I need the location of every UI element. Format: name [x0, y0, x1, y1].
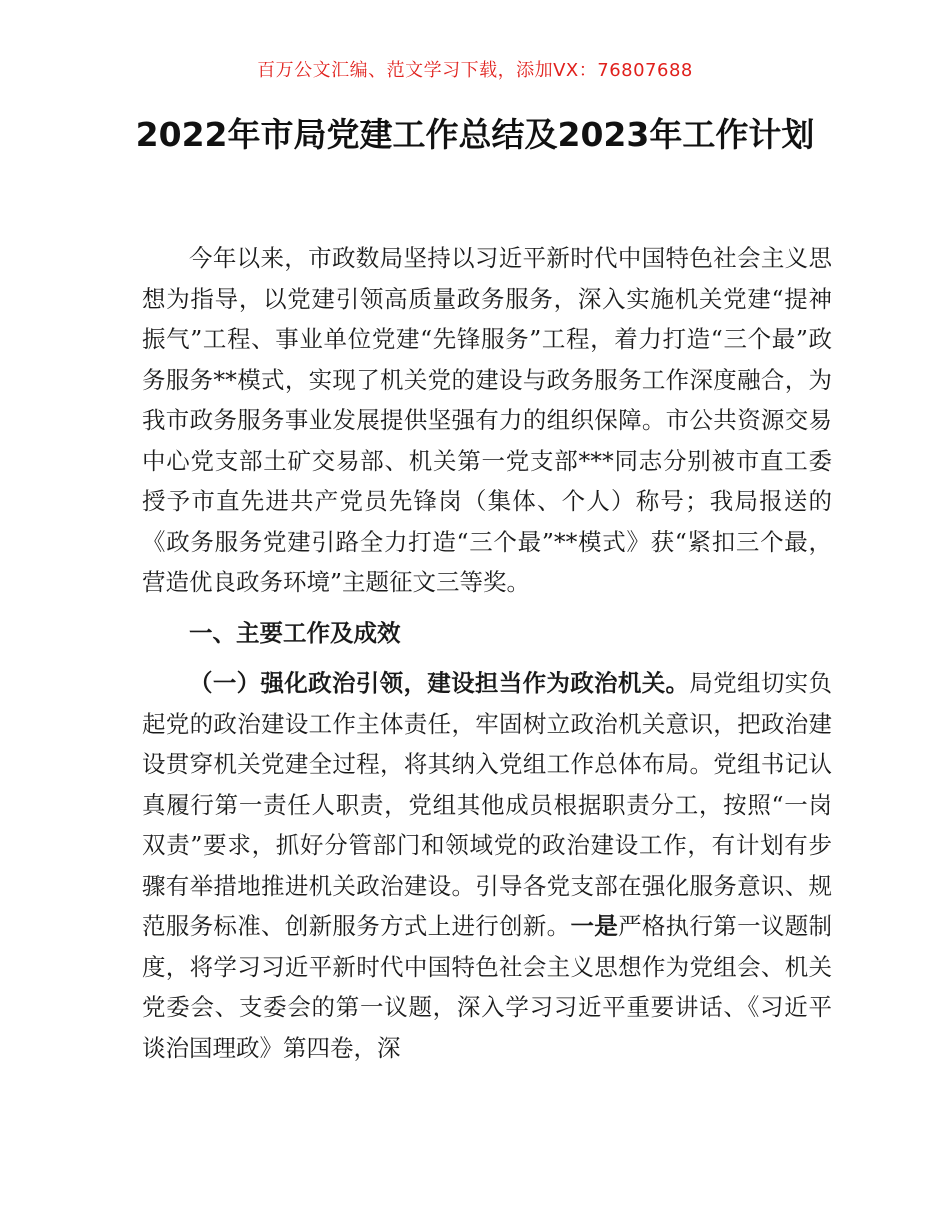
document-title: 2022年市局党建工作总结及2023年工作计划 — [135, 115, 815, 154]
subsection-text: 局党组切实负起党的政治建设工作主体责任，牢固树立政治机关意识，把政治建设贯穿机关党建全过程，将其纳入党组工作总体布局。党组书记认真履行第一责任人职责，党组其他成员根据职责分工，按照“一岗双责”要求，抓好分管部门和领域党的政治建设工作，有计划有步骤有举措地推进机关政治建设。引导各党支部在强化服务意识、规范服务标准、创新服务方式上进行创新。 — [142, 669, 833, 940]
document-body — [142, 238, 832, 1078]
subsection-paragraph — [142, 663, 832, 1068]
header-watermark-note: 百万公文汇编、范文学习下载，添加VX：76807688 — [257, 60, 693, 81]
section-heading: 一、主要工作及成效 — [189, 618, 401, 647]
subsection-lead: （一）强化政治引领，建设担当作为政治机关。 — [189, 669, 690, 697]
intro-paragraph: 今年以来，市政数局坚持以习近平新时代中国特色社会主义思想为指导，以党建引领高质量政务服务，深入实施机关党建“提神振气”工程、事业单位党建“先锋服务”工程，着力打造“三个最”政务服务**模式，实现了机关党的建设与政务服务工作深度融合，为我市政务服务事业发展提供坚强有力的组织保障。市公共资源交易中心党支部土矿交易部、机关第一党支部***同志分别被市直工委授予市直先进共产党员先锋岗（集体、个人）称号；我局报送的《政务服务党建引路全力打造“三个最”**模式》获“紧扣三个最，营造优良政务环境”主题征文三等奖。 — [142, 244, 832, 596]
point-lead: 一是 — [570, 912, 619, 940]
point-text: 严格执行第一议题制度，将学习习近平新时代中国特色社会主义思想作为党组会、机关党委会、支委会的第一议题，深入学习习近平重要讲话、《习近平谈治国理政》第四卷，深 — [142, 912, 833, 1062]
